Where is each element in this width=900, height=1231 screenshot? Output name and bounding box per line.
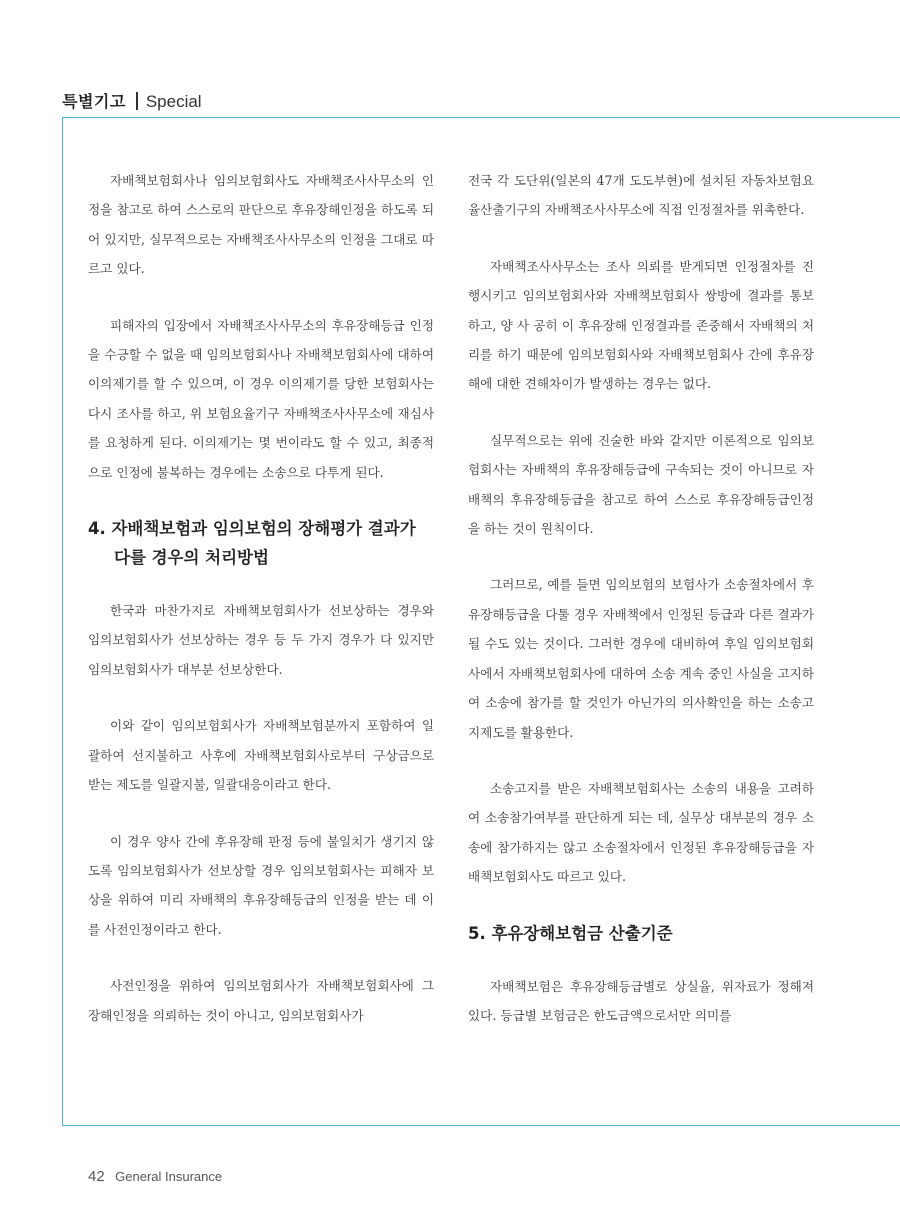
page-number: 42	[88, 1168, 105, 1185]
paragraph: 자배책조사사무소는 조사 의뢰를 받게되면 인정절차를 진행시키고 임의보험회사와 자배책보험회사 쌍방에 결과를 통보하고, 양 사 공히 이 후유장해 인정결과를 존중해서 자배책의 처리를 하기 때문에 임의보험회사와 자배책보험회사 간에 후유장해에 대한 견해차이가 발생하는 경우는 없다.	[468, 258, 814, 392]
paragraph: 전국 각 도단위(일본의 47개 도도부현)에 설치된 자동차보험요율산출기구의 자배책조사사무소에 직접 인정절차를 위촉한다.	[468, 173, 814, 218]
header-divider	[136, 92, 138, 110]
section-heading-5: 5. 후유장해보험금 산출기준	[468, 923, 673, 943]
heading-line: 다를 경우의 처리방법	[114, 548, 269, 568]
paragraph: 한국과 마찬가지로 자배책보험회사가 선보상하는 경우와 임의보험회사가 선보상하는 경우 등 두 가지 경우가 다 있지만 임의보험회사가 대부분 선보상한다.	[88, 603, 434, 677]
paragraph: 이 경우 양사 간에 후유장해 판정 등에 불일치가 생기지 않도록 임의보험회사가 선보상할 경우 임의보험회사는 피해자 보상을 위하여 미리 자배책의 후유장해등급의 인정을 받는 데 이를 사전인정이라고 한다.	[88, 833, 434, 937]
paragraph: 사전인정을 위하여 임의보험회사가 자배책보험회사에 그 장해인정을 의뢰하는 것이 아니고, 임의보험회사가	[88, 978, 434, 1023]
section-subtitle: Special	[145, 92, 202, 111]
paragraph: 자배책보험회사나 임의보험회사도 자배책조사사무소의 인정을 참고로 하여 스스로의 판단으로 후유장해인정을 하도록 되어 있지만, 실무적으로는 자배책조사사무소의 인정을 그대로 따르고 있다.	[88, 173, 434, 277]
heading-line: 4. 자배책보험과 임의보험의 장해평가 결과가	[88, 519, 416, 539]
section-category: 특별기고	[62, 92, 126, 111]
right-column	[468, 166, 814, 1057]
paragraph: 이와 같이 임의보험회사가 자배책보험분까지 포함하여 일괄하여 선지불하고 사후에 자배책보험회사로부터 구상금으로 받는 제도를 일괄지불, 일괄대응이라고 한다.	[88, 718, 434, 793]
paragraph: 그러므로, 예를 들면 임의보험의 보험사가 소송절차에서 후유장해등급을 다툴 경우 자배책에서 인정된 등급과 다른 결과가 될 수도 있는 것이다. 그러한 경우에 대비하여 후일 임의보험회사에서 자배책보험회사에 대하여 소송 계속 중인 사실을 고지하여 소송에 참가를 할 것인가 아닌가의 의사확인을 하는 소송고지제도를 활용한다.	[468, 577, 814, 740]
section-header	[62, 89, 202, 112]
paragraph: 실무적으로는 위에 진술한 바와 같지만 이론적으로 임의보험회사는 자배책의 후유장해등급에 구속되는 것이 아니므로 자배책의 후유장해등급을 참고로 하여 스스로 후유장해등급인정을 하는 것이 원칙이다.	[468, 432, 814, 537]
section-heading-4	[88, 514, 434, 572]
paragraph: 피해자의 입장에서 자배책조사사무소의 후유장해등급 인정을 수긍할 수 없을 때 임의보험회사나 자배책보험회사에 대하여 이의제기를 할 수 있으며, 이 경우 이의제기를 당한 보험회사는 다시 조사를 하고, 위 보험요율기구 자배책조사사무소에 재심사를 요청하게 된다. 이의제기는 몇 번이라도 할 수 있고, 최종적으로 인정에 불복하는 경우에는 소송으로 다투게 된다.	[88, 317, 434, 480]
paragraph: 자배책보험은 후유장해등급별로 상실율, 위자료가 정해져 있다. 등급별 보험금은 한도금액으로서만 의미를	[468, 978, 814, 1023]
paragraph: 소송고지를 받은 자배책보험회사는 소송의 내용을 고려하여 소송참가여부를 판단하게 되는 데, 실무상 대부분의 경우 소송에 참가하지는 않고 소송절차에서 인정된 후유장해등급을 자배책보험회사도 따르고 있다.	[468, 780, 814, 885]
publication-name: General Insurance	[115, 1169, 223, 1184]
page-footer	[88, 1168, 222, 1186]
left-column	[88, 166, 434, 1057]
